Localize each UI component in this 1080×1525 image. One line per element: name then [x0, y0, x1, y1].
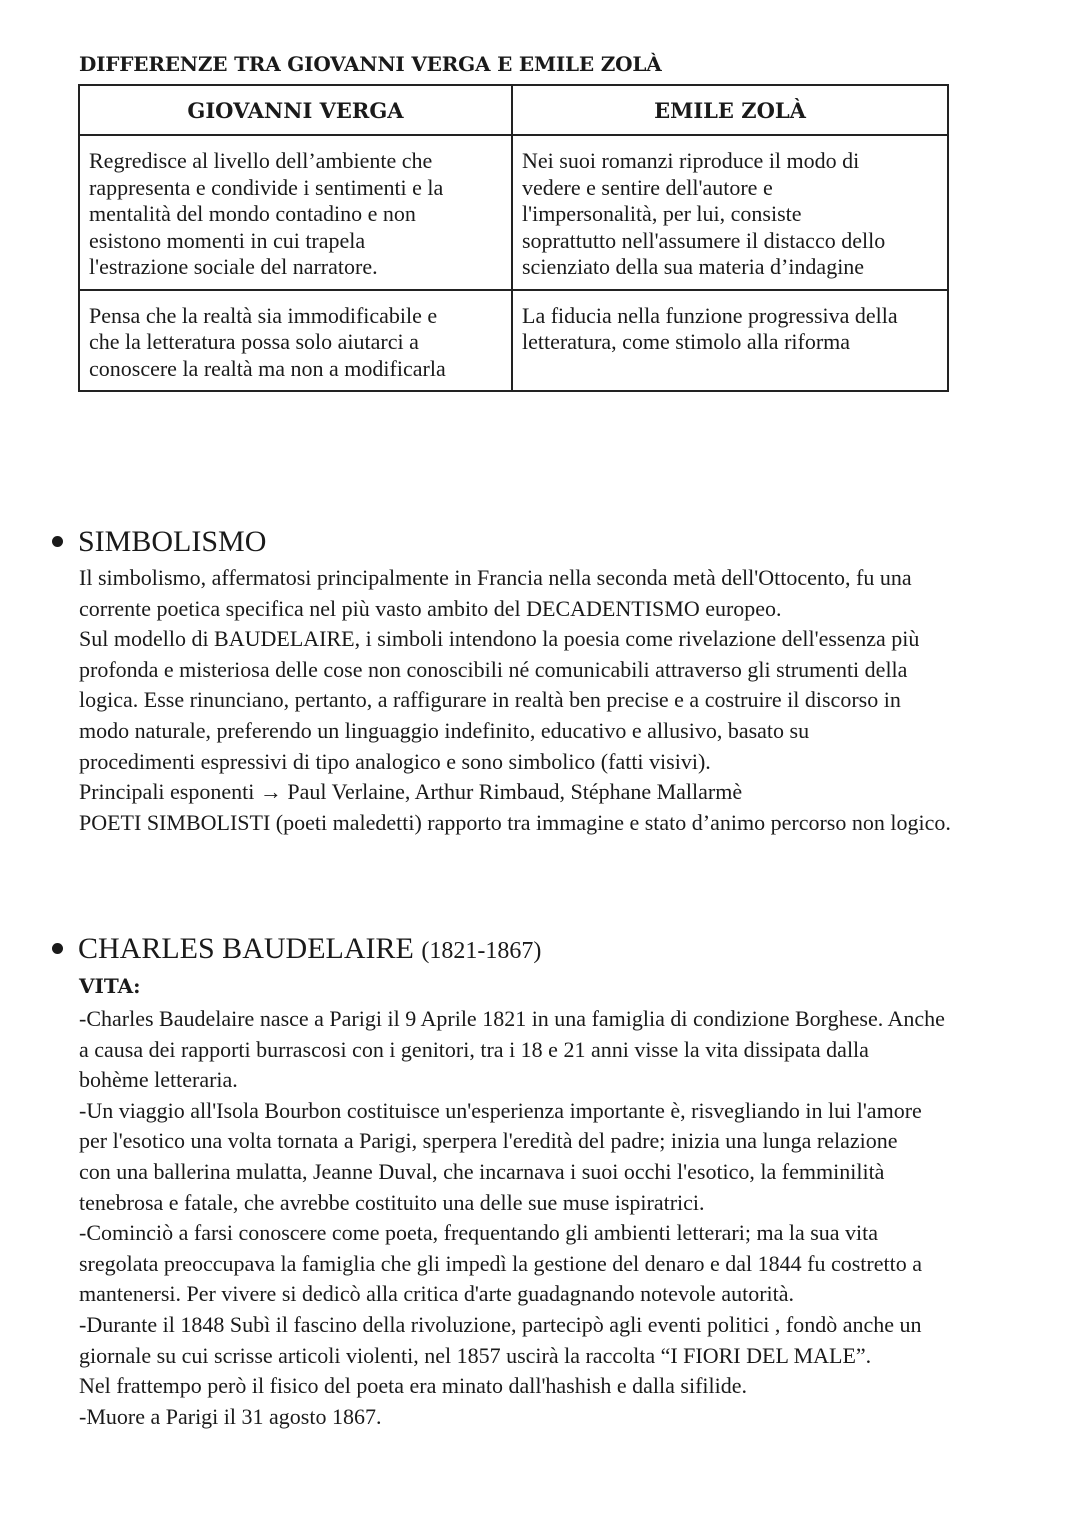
paragraph-line: POETI SIMBOLISTI (poeti maledetti) rapporto tra immagine e stato d’animo percorso non logico.	[79, 809, 951, 835]
bullet-icon	[52, 943, 63, 954]
table-cell-zola	[512, 290, 948, 392]
cell-line: l'estrazione sociale del narratore.	[89, 254, 378, 279]
paragraph-line: a causa dei rapporti burrascosi con i genitori, tra i 18 e 21 anni visse la vita dissipata dalla	[79, 1036, 869, 1062]
cell-line: vedere e sentire dell'autore e	[522, 174, 773, 200]
paragraph-line: -Cominciò a farsi conoscere come poeta, frequentando gli ambienti letterari; ma la sua vita	[79, 1220, 879, 1246]
paragraph-line: logica. Esse rinunciano, pertanto, a raffigurare in realtà ben precise e a costruire il discorso in	[79, 687, 901, 713]
table-cell-zola	[512, 135, 948, 290]
column-header-zola: EMILE ZOLÀ	[512, 85, 948, 135]
cell-line: La fiducia nella funzione progressiva della	[522, 302, 898, 328]
table-cell-verga	[79, 290, 512, 392]
paragraph-line: procedimenti espressivi di tipo analogico e sono simbolico (fatti visivi).	[79, 748, 711, 774]
paragraph-line: profonda e misteriosa delle cose non conoscibili né comunicabili attraverso gli strumenti della	[79, 656, 908, 682]
table-cell-verga	[79, 135, 512, 290]
cell-line: soprattutto nell'assumere il distacco dello	[522, 227, 886, 253]
cell-line: esistono momenti in cui trapela	[89, 227, 366, 253]
paragraph-line: -Muore a Parigi il 31 agosto 1867.	[79, 1403, 382, 1429]
heading-text: CHARLES BAUDELAIRE	[78, 932, 414, 965]
table-row	[79, 135, 948, 290]
vita-label: VITA:	[79, 974, 141, 998]
column-header-verga: GIOVANNI VERGA	[79, 85, 512, 135]
paragraph-line: giornale su cui scrisse articoli violenti, nel 1857 uscirà la raccolta “I FIORI DEL MALE”.	[79, 1342, 872, 1368]
paragraph-line: -Durante il 1848 Subì il fascino della rivoluzione, partecipò agli eventi politici , fondò anche un	[79, 1311, 922, 1337]
paragraph-line: per l'esotico una volta tornata a Parigi, sperpera l'eredità del padre; inizia una lunga relazione	[79, 1128, 898, 1154]
paragraph-line: bohème letteraria.	[79, 1067, 238, 1093]
cell-line: rappresenta e condivide i sentimenti e la	[89, 174, 444, 200]
paragraph-line: sregolata preoccupava la famiglia che gli impedì la gestione del denaro e dal 1844 fu costretto a	[79, 1250, 923, 1276]
paragraph-line: con una ballerina mulatta, Jeanne Duval, che incarnava i suoi occhi l'esotico, la femminilità	[79, 1158, 885, 1184]
paragraph-line: Nel frattempo però il fisico del poeta era minato dall'hashish e dalla sifilide.	[79, 1373, 748, 1399]
comparison-table	[78, 84, 949, 392]
section-heading-simbolismo	[52, 525, 266, 559]
table-row	[79, 290, 948, 392]
cell-line: Regredisce al livello dell’ambiente che	[89, 148, 433, 173]
paragraph-line: corrente poetica specifica nel più vasto ambito del DECADENTISMO europeo.	[79, 595, 782, 621]
simbolismo-paragraph	[79, 563, 1039, 838]
cell-line: Pensa che la realtà sia immodificabile e	[89, 302, 438, 328]
paragraph-line: Il simbolismo, affermatosi principalmente in Francia nella seconda metà dell'Ottocento, fu una	[79, 565, 912, 590]
section-heading-baudelaire	[52, 932, 541, 966]
cell-line: scienziato della sua materia d’indagine	[522, 254, 865, 279]
document-title: DIFFERENZE TRA GIOVANNI VERGA E EMILE ZOLÀ	[79, 52, 662, 76]
paragraph-line: modo naturale, preferendo un linguaggio indefinito, educativo e allusivo, basato su	[79, 717, 810, 743]
paragraph-line: mantenersi. Per vivere si dedicò alla critica d'arte guadagnando notevole autorità.	[79, 1281, 795, 1307]
paragraph-line: Sul modello di BAUDELAIRE, i simboli intendono la poesia come rivelazione dell'essenza più	[79, 626, 920, 652]
cell-line: Nei suoi romanzi riproduce il modo di	[522, 148, 860, 173]
bullet-icon	[52, 536, 63, 547]
cell-line: che la letteratura possa solo aiutarci a	[89, 329, 419, 354]
cell-line: mentalità del mondo contadino e non	[89, 201, 416, 226]
cell-line: conoscere la realtà ma non a modificarla	[89, 355, 446, 381]
paragraph-line: -Un viaggio all'Isola Bourbon costituisce un'esperienza importante è, risvegliando in lui l'amore	[79, 1097, 922, 1123]
cell-line: l'impersonalità, per lui, consiste	[522, 201, 802, 226]
paragraph-line: Principali esponenti → Paul Verlaine, Arthur Rimbaud, Stéphane Mallarmè	[79, 779, 743, 805]
baudelaire-paragraph	[79, 1004, 1039, 1432]
table-header-row	[79, 85, 948, 135]
cell-line: letteratura, come stimolo alla riforma	[522, 329, 851, 354]
heading-years: (1821-1867)	[421, 938, 542, 964]
paragraph-line: tenebrosa e fatale, che avrebbe costituito una delle sue muse ispiratrici.	[79, 1189, 705, 1215]
heading-text: SIMBOLISMO	[78, 525, 267, 558]
paragraph-line: -Charles Baudelaire nasce a Parigi il 9 Aprile 1821 in una famiglia di condizione Borghese. Anche	[79, 1006, 945, 1031]
